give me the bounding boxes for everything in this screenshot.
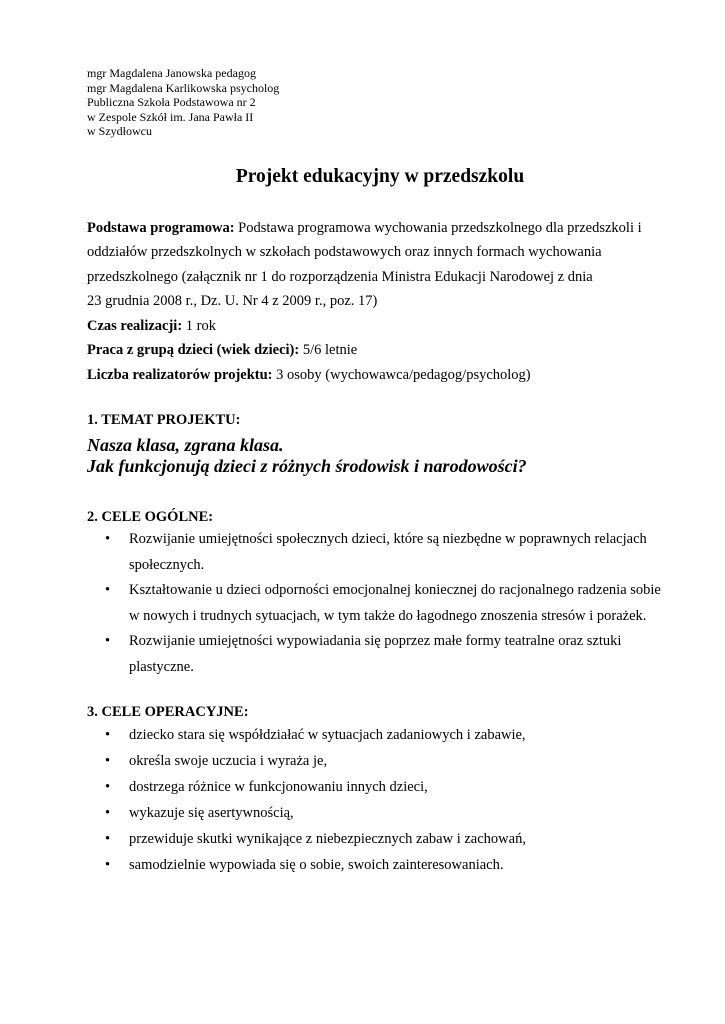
document-title: Projekt edukacyjny w przedszkolu: [235, 165, 525, 187]
podstawa-label: Podstawa programowa:: [87, 219, 235, 236]
list-item: [87, 578, 667, 629]
podstawa-text: Podstawa programowa wychowania przedszkolnego dla przedszkoli i oddziałów przedszkolnych w szkołach podstawowych oraz innych formach wychowania przedszkolnego (załącznik nr 1 do rozporządzenia Ministra Edukacji Narodowej z dnia: [87, 219, 642, 285]
czas-label: Czas realizacji:: [87, 317, 183, 334]
section-1-heading: 1. TEMAT PROJEKTU:: [87, 412, 241, 428]
podstawa-programowa: [87, 216, 667, 290]
list-item-text: wykazuje się asertywnością,: [129, 804, 294, 821]
bullet-icon: •: [105, 804, 111, 821]
czas-realizacji: [87, 314, 667, 339]
list-item: [87, 852, 667, 878]
praca-label: Praca z grupą dzieci (wiek dzieci):: [87, 342, 300, 358]
header-line: w Szydłowcu: [87, 124, 152, 138]
operational-goals-list: [87, 722, 667, 878]
general-goals-list: [87, 527, 667, 681]
bullet-icon: •: [105, 830, 111, 847]
header-line: w Zespole Szkół im. Jana Pawła II: [87, 109, 254, 124]
list-item: [87, 527, 667, 578]
author-header: [87, 66, 667, 139]
bullet-icon: •: [105, 582, 111, 599]
praca-z-grupa: [87, 338, 667, 363]
list-item-text: Kształtowanie u dzieci odporności emocjonalnej koniecznej do racjonalnego radzenia sobie w nowych i trudnych sytuacjach, w tym także do łagodnego znoszenia stresów i porażek.: [129, 582, 661, 624]
bullet-icon: •: [105, 531, 111, 547]
bullet-icon: •: [105, 778, 111, 795]
topic-line-1: Nasza klasa, zgrana klasa.: [87, 435, 284, 455]
bullet-icon: •: [105, 726, 111, 743]
document-page: [87, 66, 667, 878]
liczba-realizatorow: [87, 363, 667, 388]
section-2-heading: 2. CELE OGÓLNE:: [87, 509, 214, 525]
project-info: [87, 216, 667, 388]
list-item: [87, 826, 667, 852]
podstawa-text-continued: 23 grudnia 2008 r., Dz. U. Nr 4 z 2009 r., poz. 17): [87, 293, 378, 309]
praca-value: 5/6 letnie: [299, 342, 358, 358]
list-item: [87, 748, 667, 774]
list-item-text: określa swoje uczucia i wyraża je,: [129, 752, 328, 769]
bullet-icon: •: [105, 633, 111, 650]
list-item-text: przewiduje skutki wynikające z niebezpiecznych zabaw i zachowań,: [129, 830, 526, 847]
list-item-text: dziecko stara się współdziałać w sytuacjach zadaniowych i zabawie,: [129, 726, 526, 743]
header-line: Publiczna Szkoła Podstawowa nr 2: [87, 95, 256, 109]
list-item-text: dostrzega różnice w funkcjonowaniu innych dzieci,: [129, 778, 428, 795]
list-item-text: Rozwijanie umiejętności wypowiadania się poprzez małe formy teatralne oraz sztuki plastyczne.: [129, 633, 622, 675]
list-item: [87, 800, 667, 826]
bullet-icon: •: [105, 752, 111, 769]
list-item-text: samodzielnie wypowiada się o sobie, swoich zainteresowaniach.: [129, 856, 504, 873]
czas-value: 1 rok: [182, 317, 216, 334]
header-line: mgr Magdalena Karlikowska psycholog: [87, 80, 280, 95]
liczba-label: Liczba realizatorów projektu:: [87, 366, 273, 383]
list-item-text: Rozwijanie umiejętności społecznych dzieci, które są niezbędne w poprawnych relacjach społecznych.: [129, 531, 647, 573]
header-line: mgr Magdalena Janowska pedagog: [87, 66, 256, 80]
bullet-icon: •: [105, 856, 111, 873]
list-item: [87, 722, 667, 748]
list-item: [87, 774, 667, 800]
list-item: [87, 629, 667, 680]
topic-line-2: Jak funkcjonują dzieci z różnych środowisk i narodowości?: [87, 456, 527, 476]
project-topic: [87, 435, 667, 477]
liczba-value: 3 osoby (wychowawca/pedagog/psycholog): [272, 366, 531, 383]
section-3-heading: 3. CELE OPERACYJNE:: [87, 703, 249, 720]
